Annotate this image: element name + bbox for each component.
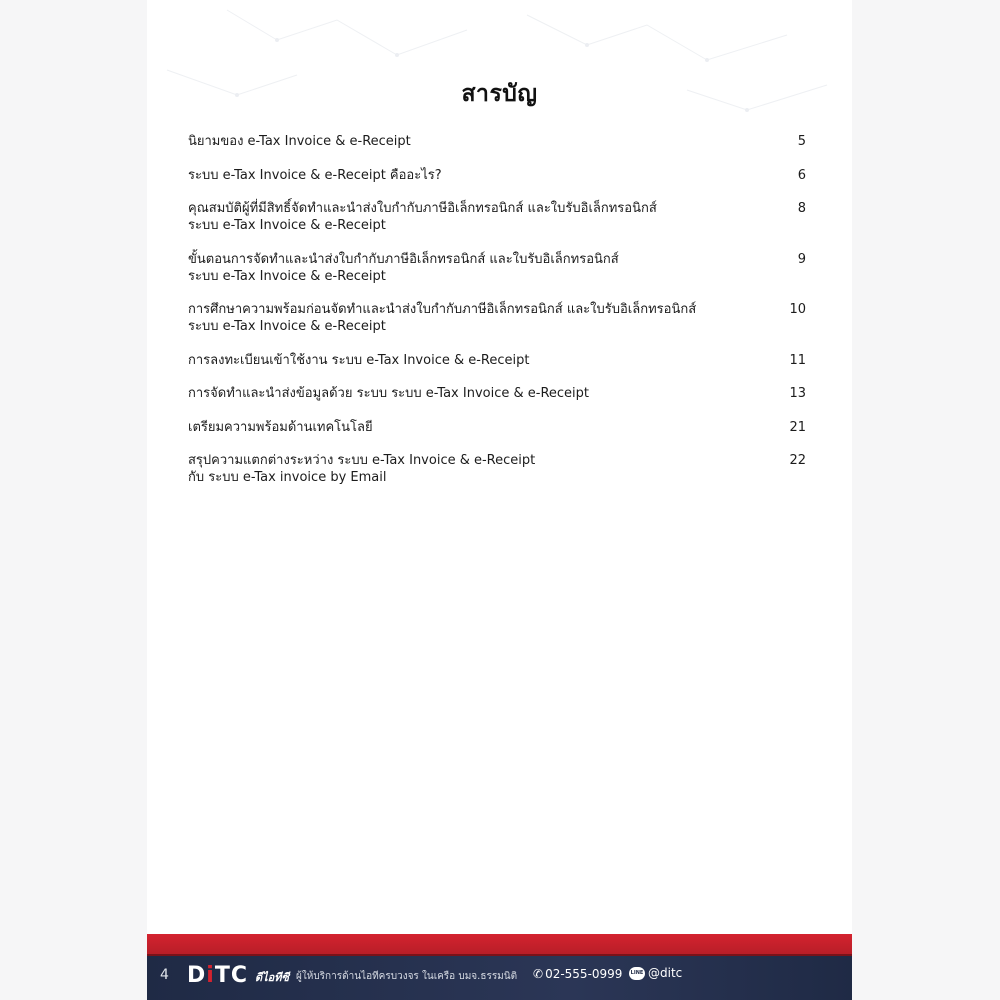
toc-entry[interactable]: [188, 452, 806, 486]
toc-entry-page: 10: [789, 302, 806, 317]
toc-entry-label: เตรียมความพร้อมด้านเทคโนโลยี: [188, 419, 373, 435]
toc-entry-page: 5: [797, 134, 806, 149]
brand-name: ดีไอทีซี: [255, 971, 289, 984]
toc-entry-label: คุณสมบัติผู้ที่มีสิทธิ์จัดทำและนำส่งใบกำกับภาษีอิเล็กทรอนิกส์ และใบรับอิเล็กทรอนิกส์ ระบบ e-Tax Invoice & e-Receipt: [188, 201, 657, 233]
line-icon: LINE: [629, 967, 645, 980]
toc-entry-label: การจัดทำและนำส่งข้อมูลด้วย ระบบ ระบบ e-Tax Invoice & e-Receipt: [188, 386, 590, 401]
toc-title: สารบัญ: [461, 81, 538, 107]
toc-entry-page: 11: [789, 352, 806, 368]
toc-entry-page: 21: [789, 419, 806, 435]
toc-entry[interactable]: [188, 200, 806, 234]
toc-entry[interactable]: [188, 167, 806, 184]
toc-entry[interactable]: [188, 251, 806, 285]
phone-icon: ✆: [533, 967, 544, 981]
toc-entry-page: 8: [797, 201, 806, 216]
toc-entry-label: ขั้นตอนการจัดทำและนำส่งใบกำกับภาษีอิเล็กทรอนิกส์ และใบรับอิเล็กทรอนิกส์ ระบบ e-Tax Invoice & e-Receipt: [188, 251, 619, 284]
contact-phone[interactable]: ✆ 02-555-0999: [533, 967, 623, 981]
ditc-logo: DiTC: [187, 963, 248, 988]
toc-entry[interactable]: [188, 352, 806, 369]
document-page: [147, 0, 852, 1000]
toc-entry[interactable]: [188, 133, 806, 150]
toc-entry-label: สรุปความแตกต่างระหว่าง ระบบ e-Tax Invoice & e-Receipt กับ ระบบ e-Tax invoice by Email: [188, 453, 536, 485]
toc-entry-page: 13: [789, 386, 806, 401]
toc-entry-label: ระบบ e-Tax Invoice & e-Receipt คืออะไร?: [188, 167, 442, 183]
contact-line[interactable]: LINE @ditc: [630, 966, 683, 980]
toc-entry-label: การศึกษาความพร้อมก่อนจัดทำและนำส่งใบกำกับภาษีอิเล็กทรอนิกส์ และใบรับอิเล็กทรอนิกส์ ระบบ e-Tax Invoice & e-Receipt: [188, 302, 697, 334]
page-footer: [147, 934, 852, 1000]
table-of-contents: [188, 133, 806, 503]
toc-entry[interactable]: [188, 419, 806, 436]
background-decoration: [147, 0, 852, 140]
toc-entry-label: นิยามของ e-Tax Invoice & e-Receipt: [188, 134, 411, 149]
page-number: 4: [160, 967, 169, 983]
toc-entry-label: การลงทะเบียนเข้าใช้งาน ระบบ e-Tax Invoice & e-Receipt: [188, 352, 530, 368]
company-tagline: ผู้ให้บริการด้านไอทีครบวงจร ในเครือ บมจ.ธรรมนิติ: [296, 971, 518, 982]
footer-bar: [147, 956, 852, 1000]
toc-entry[interactable]: [188, 385, 806, 402]
toc-entry-page: 6: [797, 167, 806, 183]
toc-entry-page: 9: [797, 251, 806, 267]
toc-entry[interactable]: [188, 301, 806, 335]
toc-entry-page: 22: [789, 453, 806, 468]
footer-red-band: [147, 934, 852, 954]
